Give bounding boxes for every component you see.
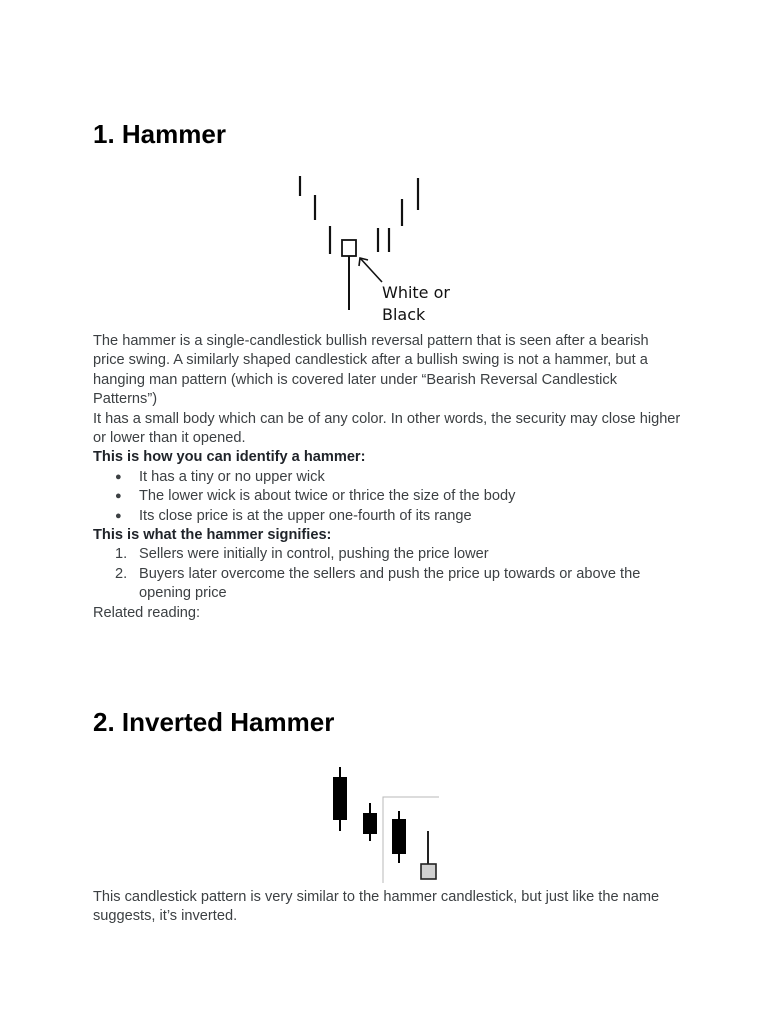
list-item-text: Its close price is at the upper one-fourth of its range bbox=[139, 507, 472, 524]
list-item-text: The lower wick is about twice or thrice the size of the body bbox=[139, 488, 516, 505]
list-item bbox=[93, 487, 683, 506]
list-number: 1. bbox=[115, 546, 128, 563]
figure-label-line1: White or bbox=[382, 283, 450, 302]
list-item bbox=[93, 468, 683, 487]
list-item-text: Buyers later overcome the sellers and push the price up towards or above the opening price bbox=[139, 565, 641, 602]
list-item-text: It has a tiny or no upper wick bbox=[139, 468, 325, 485]
hammer-text-block bbox=[93, 332, 683, 623]
related-reading: Related reading: bbox=[93, 604, 201, 621]
section-heading-inverted-hammer: 2. Inverted Hammer bbox=[93, 707, 335, 737]
hammer-candle bbox=[342, 240, 356, 310]
paragraph: This candlestick pattern is very similar to the hammer candlestick, but just like the name suggests, it’s inverted. bbox=[93, 889, 660, 925]
bullet-icon: ● bbox=[115, 509, 122, 522]
candle-body bbox=[392, 819, 406, 854]
bullet-icon: ● bbox=[115, 490, 122, 503]
list-number: 2. bbox=[115, 565, 128, 582]
arrow-icon bbox=[359, 258, 382, 282]
signifies-heading: This is what the hammer signifies: bbox=[93, 527, 332, 544]
identify-heading: This is how you can identify a hammer: bbox=[93, 449, 366, 466]
inverted-hammer-figure bbox=[329, 763, 441, 885]
list-item bbox=[93, 565, 683, 604]
signifies-list bbox=[93, 545, 683, 603]
inverted-hammer-text-block bbox=[93, 888, 683, 927]
candle-body bbox=[333, 777, 347, 820]
list-item bbox=[93, 545, 683, 564]
figure-label-line2: Black bbox=[382, 305, 426, 322]
candle-body bbox=[421, 864, 436, 879]
paragraph: It has a small body which can be of any color. In other words, the security may close higher or lower than it opened. bbox=[93, 410, 681, 447]
hammer-pattern-figure bbox=[298, 170, 478, 322]
bullet-icon: ● bbox=[115, 470, 122, 483]
paragraph: The hammer is a single-candlestick bullish reversal pattern that is seen after a bearish price swing. A similarly shaped candlestick after a bullish swing is not a hammer, but a hanging man pattern (which is covered later under “Bearish Reversal Candlestick Patterns”) bbox=[93, 333, 649, 408]
identify-list bbox=[93, 468, 683, 526]
candle-body bbox=[363, 813, 377, 834]
list-item bbox=[93, 507, 683, 526]
inverted-hammer-candles bbox=[333, 767, 436, 879]
section-heading-hammer: 1. Hammer bbox=[93, 119, 226, 149]
list-item-text: Sellers were initially in control, pushing the price lower bbox=[139, 546, 489, 563]
